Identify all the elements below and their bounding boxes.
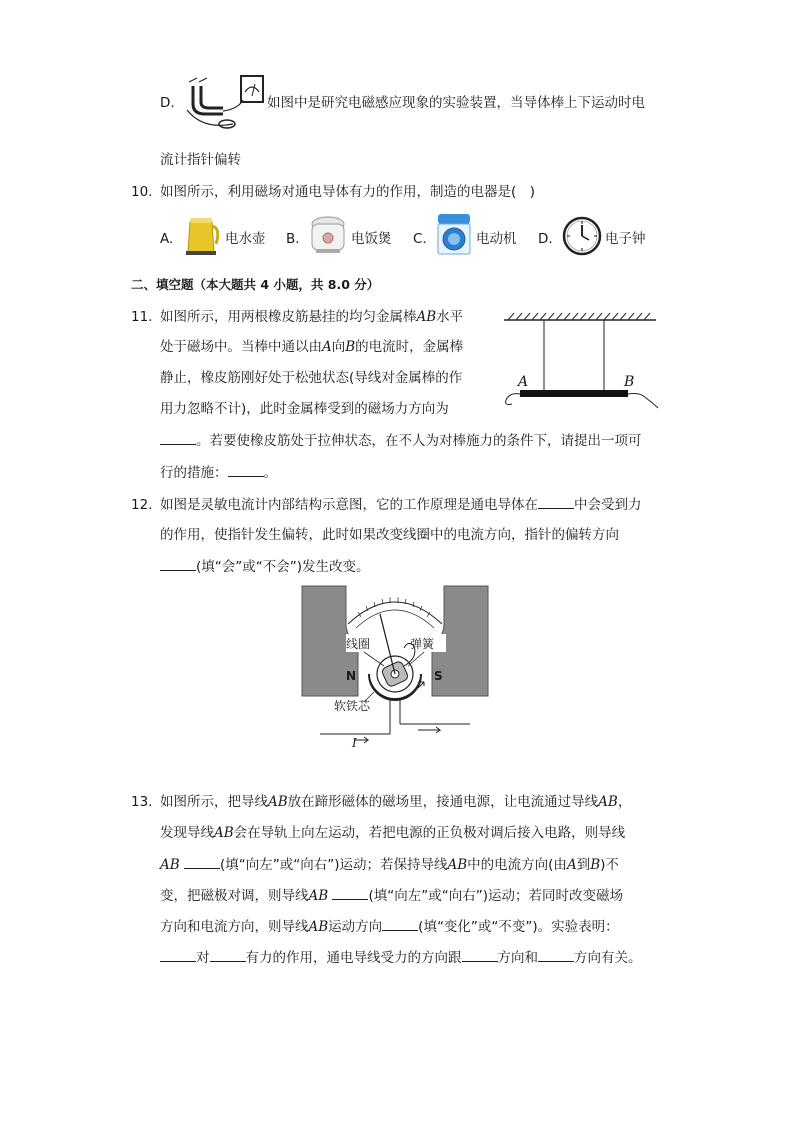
figure-label-current: I (352, 736, 357, 750)
figure-label-soft-iron-core: 软铁芯 (334, 699, 371, 713)
answer-blank[interactable] (538, 949, 574, 962)
q10-option-c-label: 电动机 (476, 231, 517, 247)
answer-blank[interactable] (184, 856, 220, 869)
suspended-rod-figure (500, 308, 660, 420)
answer-blank[interactable] (462, 949, 498, 962)
answer-blank[interactable] (160, 949, 196, 962)
q13-line3: AB (填“向左”或“向右”)运动；若保持导线AB中的电流方向(由A到B)不 (160, 857, 619, 873)
figure-label-n-pole: N (346, 669, 357, 683)
q12-number: 12. (131, 497, 153, 513)
q11-number: 11. (131, 309, 153, 325)
q13-number: 13. (131, 794, 153, 810)
q9-option-d-text-line2: 流计指针偏转 (160, 152, 241, 168)
answer-blank[interactable] (538, 496, 574, 509)
q10-option-c-letter: C. (413, 231, 427, 247)
answer-blank[interactable] (228, 464, 264, 477)
section-heading: 二、填空题（本大题共 4 小题，共 8.0 分） (131, 277, 380, 292)
q13-line4: 变，把磁极对调，则导线AB (填“向左”或“向右”)运动；若同时改变磁场 (160, 888, 623, 904)
q13-line2: 发现导线AB会在导轨上向左运动，若把电源的正负极对调后接入电路，则导线 (160, 825, 626, 841)
figure-label-a: A (518, 374, 529, 390)
q10-option-d-letter: D. (538, 231, 553, 247)
wall-clock-icon (562, 216, 602, 256)
electric-kettle-icon (184, 214, 222, 256)
q11-line6: 行的措施： 。 (160, 465, 277, 481)
answer-blank[interactable] (160, 432, 196, 445)
washing-machine-icon (434, 212, 474, 258)
q13-line6: 对 有力的作用，通电导线受力的方向跟 方向和 方向有关。 (160, 949, 642, 967)
answer-blank[interactable] (332, 887, 368, 900)
q11-line2: 处于磁场中。当棒中通以由A向B的电流时，金属棒 (160, 339, 464, 355)
q11-line3: 静止，橡皮筋刚好处于松弛状态(导线对金属棒的作 (160, 370, 463, 386)
q10-stem: 如图所示，利用磁场对通电导体有力的作用，制造的电器是( ) (160, 184, 536, 200)
q10-option-b-letter: B. (286, 231, 300, 247)
q9-option-d-text-line1: 如图中是研究电磁感应现象的实验装置，当导体棒上下运动时电 (267, 95, 645, 111)
q10-number: 10. (131, 184, 153, 200)
figure-label-coil: 线圈 (346, 637, 371, 651)
q10-option-a-label: 电水壶 (225, 231, 266, 247)
galvanometer-figure (300, 584, 490, 754)
rice-cooker-icon (308, 214, 348, 256)
induction-apparatus-image (183, 74, 265, 132)
q12-line3: (填“会”或“不会”)发生改变。 (160, 558, 370, 576)
q10-option-a-letter: A. (160, 231, 174, 247)
answer-blank[interactable] (160, 558, 196, 571)
figure-label-spring: 弹簧 (410, 637, 435, 651)
q11-line4: 用力忽略不计)，此时金属棒受到的磁场力方向为 (160, 401, 449, 417)
figure-label-s-pole: S (434, 669, 443, 683)
q13-line1: 如图所示，把导线AB放在蹄形磁体的磁场里，接通电源，让电流通过导线AB， (160, 794, 632, 810)
answer-blank[interactable] (382, 918, 418, 931)
figure-label-b: B (624, 374, 635, 390)
q11-line1: 如图所示，用两根橡皮筋悬挂的均匀金属棒AB水平 (160, 309, 464, 325)
q12-line2: 的作用，使指针发生偏转，此时如果改变线圈中的电流方向，指针的偏转方向 (160, 527, 619, 543)
q11-line5: 。若要使橡皮筋处于拉伸状态，在不人为对棒施力的条件下，请提出一项可 (160, 432, 642, 450)
q10-option-b-label: 电饭煲 (351, 231, 392, 247)
q12-line1: 如图是灵敏电流计内部结构示意图，它的工作原理是通电导体在 中会受到力 (160, 497, 642, 513)
q9-option-d-letter: D. (160, 95, 175, 111)
answer-blank[interactable] (210, 949, 246, 962)
q10-option-d-label: 电子钟 (605, 231, 646, 247)
q13-line5: 方向和电流方向，则导线AB运动方向 (填“变化”或“不变”)。实验表明： (160, 919, 619, 935)
